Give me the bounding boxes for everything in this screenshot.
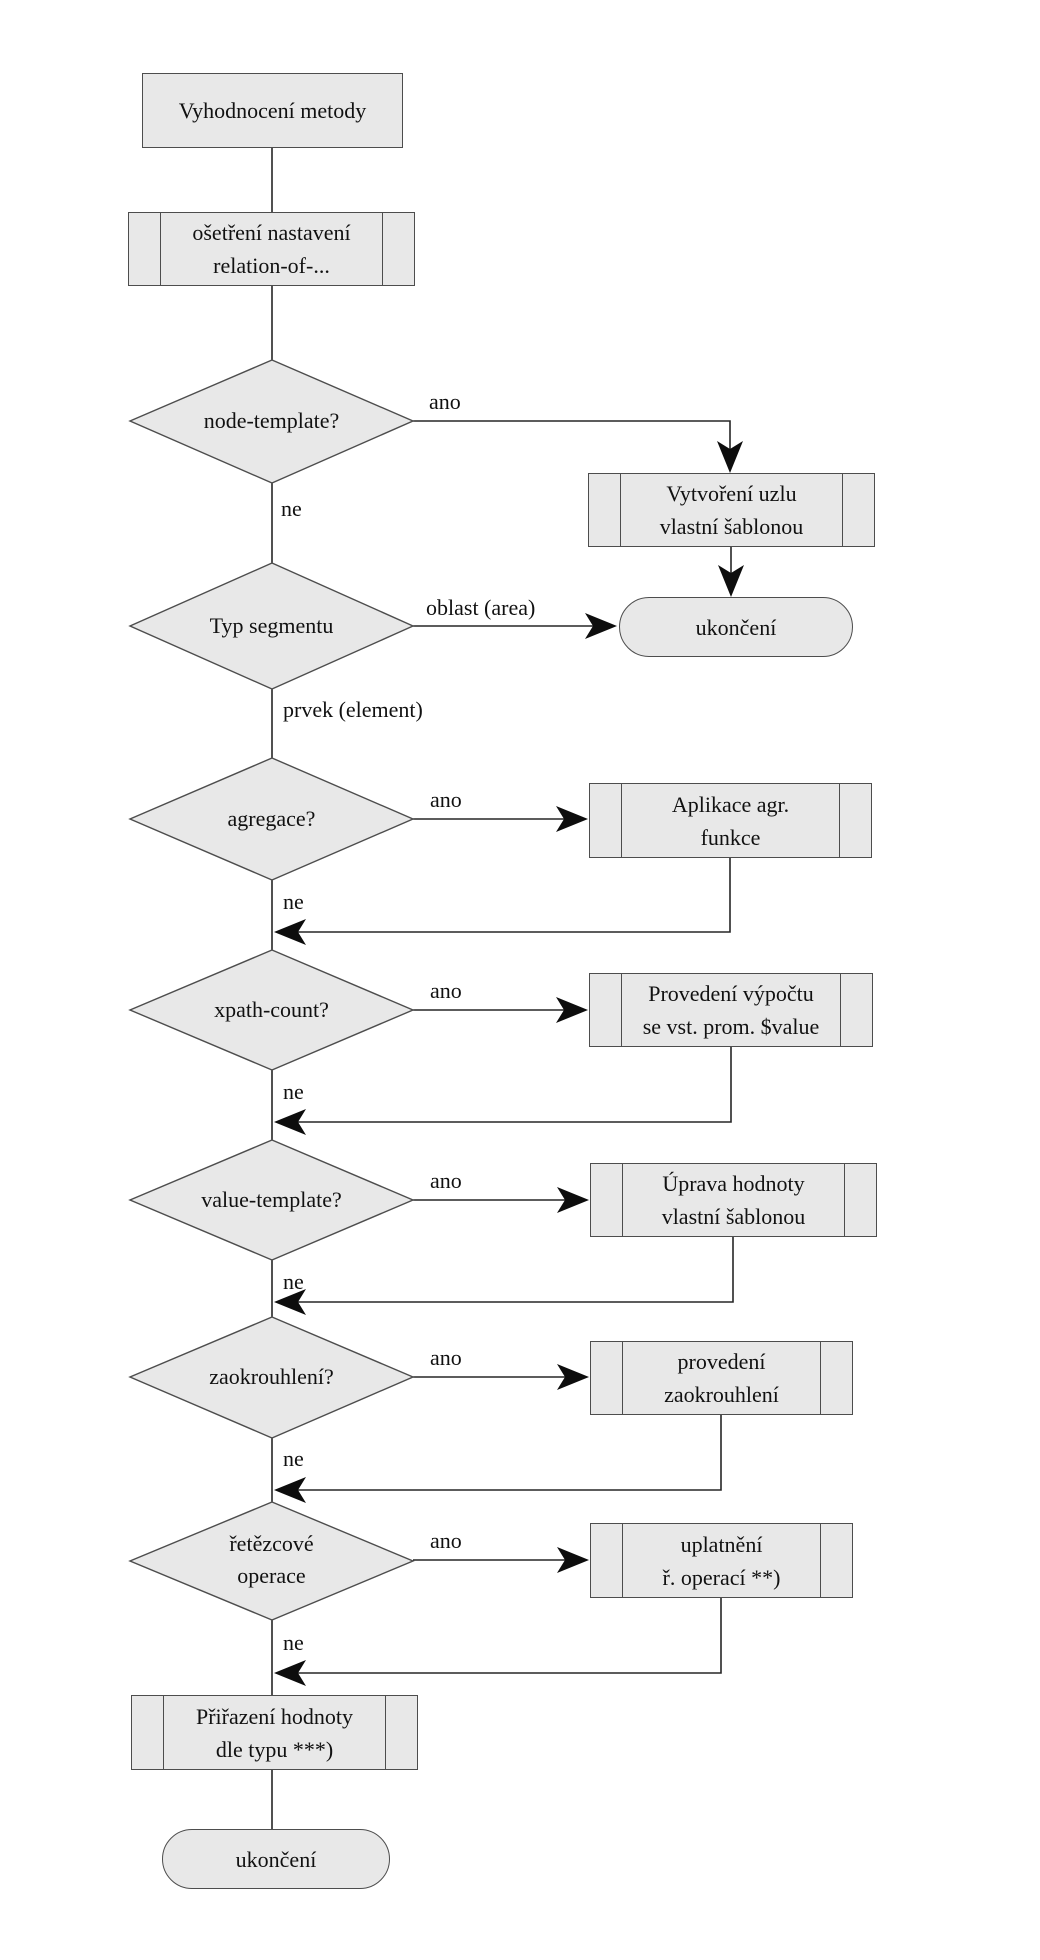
subprocess-left-bar <box>622 1164 623 1236</box>
terminator-end-bottom-label: ukončení <box>235 1846 317 1872</box>
decision-text: xpath-count? <box>214 997 329 1022</box>
label-value-template-yes: ano <box>430 1168 462 1193</box>
label-rounding-no: ne <box>283 1446 304 1471</box>
edge-node-template-yes <box>413 421 730 467</box>
edge-value-template-return <box>282 1237 733 1302</box>
decision-text: řetězcové <box>229 1531 314 1556</box>
label-rounding-yes: ano <box>430 1345 462 1370</box>
subprocess-left-bar <box>160 213 161 285</box>
label-xpath-yes: ano <box>430 978 462 1003</box>
subprocess-string-ops-line1: uplatnění <box>680 1531 763 1557</box>
subprocess-assign-line2: dle typu ***) <box>215 1736 334 1762</box>
subprocess-value-template-line1: Úprava hodnoty <box>662 1171 805 1196</box>
subprocess-right-bar <box>842 474 843 546</box>
subprocess-right-bar <box>382 213 383 285</box>
subprocess-setup-line2: relation-of-... <box>213 253 330 278</box>
label-segment-area: oblast (area) <box>426 595 536 620</box>
subprocess-right-bar <box>840 974 841 1046</box>
label-xpath-no: ne <box>283 1079 304 1104</box>
decision-text: operace <box>237 1563 306 1588</box>
terminator-end-top-label: ukončení <box>695 614 777 640</box>
subprocess-left-bar <box>621 784 622 857</box>
subprocess-xpath-line1: Provedení výpočtu <box>648 981 814 1006</box>
edge-string-ops-return <box>282 1598 721 1673</box>
subprocess-create-node <box>588 473 875 547</box>
decision-text: value-template? <box>201 1187 342 1212</box>
label-node-template-yes: ano <box>429 389 461 414</box>
label-value-template-no: ne <box>283 1269 304 1294</box>
decision-text: node-template? <box>203 408 340 433</box>
subprocess-rounding <box>590 1341 853 1415</box>
decision-text: agregace? <box>227 806 316 831</box>
node-start <box>142 73 403 148</box>
decision-text: zaokrouhlení? <box>209 1364 334 1389</box>
terminator-end-bottom <box>162 1829 390 1889</box>
subprocess-value-template-line2: vlastní šablonou <box>661 1204 806 1229</box>
subprocess-create-node-line1: Vytvoření uzlu <box>666 481 797 506</box>
subprocess-rounding-line2: zaokrouhlení <box>664 1382 779 1407</box>
subprocess-string-ops-line2: ř. operací **) <box>662 1564 781 1590</box>
diamond-rounding-label <box>130 1361 413 1393</box>
diamond-aggregation-label <box>130 803 413 835</box>
subprocess-left-bar <box>621 974 622 1046</box>
subprocess-xpath-line2: se vst. prom. $value <box>642 1014 820 1039</box>
terminator-end-top <box>619 597 853 657</box>
label-string-ops-yes: ano <box>430 1528 462 1553</box>
subprocess-right-bar <box>820 1524 821 1597</box>
subprocess-right-bar <box>820 1342 821 1414</box>
subprocess-right-bar <box>844 1164 845 1236</box>
diamond-node-template-label <box>130 405 413 437</box>
label-aggregation-no: ne <box>283 889 304 914</box>
diamond-segment-type-label <box>130 610 413 642</box>
subprocess-setup-relation <box>128 212 415 286</box>
subprocess-left-bar <box>620 474 621 546</box>
subprocess-apply-aggregation <box>589 783 872 858</box>
diamond-value-template-label <box>130 1184 413 1216</box>
subprocess-setup-line1: ošetření nastavení <box>192 220 351 245</box>
subprocess-aggregation-line2: funkce <box>700 824 761 850</box>
edge-xpath-return <box>282 1047 731 1122</box>
decision-text: Typ segmentu <box>209 613 334 638</box>
subprocess-rounding-line1: provedení <box>677 1349 766 1374</box>
subprocess-aggregation-line1: Aplikace agr. <box>671 791 790 817</box>
edge-aggregation-return <box>282 858 730 932</box>
label-aggregation-yes: ano <box>430 787 462 812</box>
label-string-ops-no: ne <box>283 1630 304 1655</box>
subprocess-left-bar <box>163 1696 164 1769</box>
edge-rounding-return <box>282 1415 721 1490</box>
subprocess-left-bar <box>622 1342 623 1414</box>
subprocess-assign-value <box>131 1695 418 1770</box>
subprocess-left-bar <box>622 1524 623 1597</box>
label-segment-element: prvek (element) <box>283 697 423 722</box>
subprocess-string-ops <box>590 1523 853 1598</box>
diamond-string-ops-label <box>130 1528 413 1592</box>
subprocess-value-template <box>590 1163 877 1237</box>
subprocess-xpath-calc <box>589 973 873 1047</box>
diamond-xpath-count-label <box>130 994 413 1026</box>
subprocess-create-node-line2: vlastní šablonou <box>659 514 804 539</box>
label-node-template-no: ne <box>281 496 302 521</box>
subprocess-right-bar <box>385 1696 386 1769</box>
subprocess-assign-line1: Přiřazení hodnoty <box>195 1703 354 1729</box>
subprocess-right-bar <box>839 784 840 857</box>
node-start-label: Vyhodnocení metody <box>178 98 367 123</box>
